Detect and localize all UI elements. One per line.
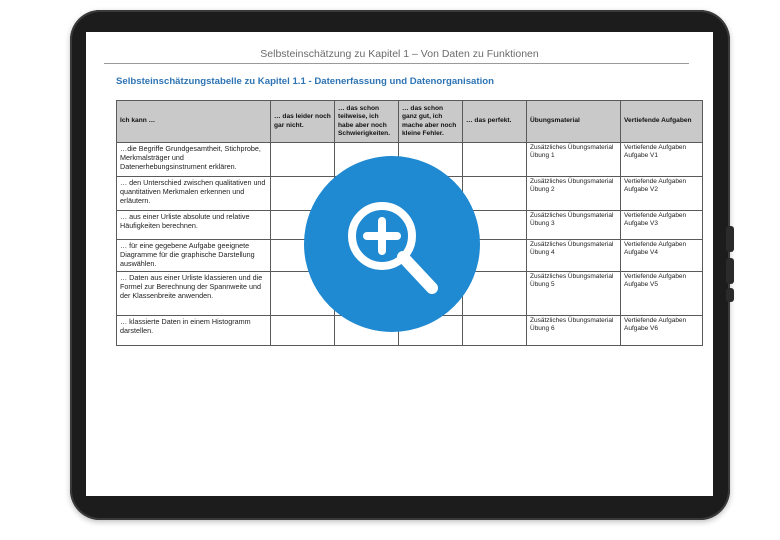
skill-cell: … aus einer Urliste absolute und relative Häufigkeiten berechnen.: [117, 211, 271, 240]
material-cell: Zusätzliches Übungsmaterial Übung 4: [527, 240, 621, 272]
tasks-cell: Vertiefende Aufgaben Aufgabe V6: [621, 316, 703, 346]
skill-cell: … Daten aus einer Urliste klassieren und die Formel zur Berechnung der Spannweite und der Klassenbreite anwenden.: [117, 272, 271, 316]
tasks-cell: Vertiefende Aufgaben Aufgabe V2: [621, 177, 703, 211]
table-heading: Selbsteinschätzungstabelle zu Kapitel 1.1 - Datenerfassung und Datenorganisation: [116, 76, 494, 87]
tasks-cell: Vertiefende Aufgaben Aufgabe V5: [621, 272, 703, 316]
skill-cell: …die Begriffe Grundgesamtheit, Stichprobe, Merkmalsträger und Datenerhebungsinstrument erklären.: [117, 143, 271, 177]
tasks-cell: Vertiefende Aufgaben Aufgabe V3: [621, 211, 703, 240]
zoom-button[interactable]: [304, 156, 480, 332]
side-button: [726, 288, 734, 302]
tasks-cell: Vertiefende Aufgaben Aufgabe V1: [621, 143, 703, 177]
header-perfect: … das perfekt.: [463, 101, 527, 143]
header-skill: Ich kann …: [117, 101, 271, 143]
title-divider: [104, 63, 689, 64]
header-quite-good: … das schon ganz gut, ich mache aber noch kleine Fehler.: [399, 101, 463, 143]
volume-up-button: [726, 226, 734, 252]
skill-cell: … für eine gegebene Aufgabe geeignete Diagramme für die graphische Darstellung auswählen.: [117, 240, 271, 272]
material-cell: Zusätzliches Übungsmaterial Übung 2: [527, 177, 621, 211]
material-cell: Zusätzliches Übungsmaterial Übung 6: [527, 316, 621, 346]
skill-cell: … klassierte Daten in einem Histogramm darstellen.: [117, 316, 271, 346]
zoom-in-icon: [304, 156, 480, 332]
skill-cell: … den Unterschied zwischen qualitativen und quantitativen Merkmalen erkennen und erläutern.: [117, 177, 271, 211]
volume-down-button: [726, 258, 734, 284]
document-title: Selbsteinschätzung zu Kapitel 1 – Von Daten zu Funktionen: [260, 48, 539, 60]
header-tasks: Vertiefende Aufgaben: [621, 101, 703, 143]
material-cell: Zusätzliches Übungsmaterial Übung 1: [527, 143, 621, 177]
header-partially: … das schon teilweise, ich habe aber noch Schwierigkeiten.: [335, 101, 399, 143]
material-cell: Zusätzliches Übungsmaterial Übung 3: [527, 211, 621, 240]
header-material: Übungsmaterial: [527, 101, 621, 143]
material-cell: Zusätzliches Übungsmaterial Übung 5: [527, 272, 621, 316]
tasks-cell: Vertiefende Aufgaben Aufgabe V4: [621, 240, 703, 272]
table-header-row: [117, 101, 703, 143]
header-not-yet: … das leider noch gar nicht.: [271, 101, 335, 143]
